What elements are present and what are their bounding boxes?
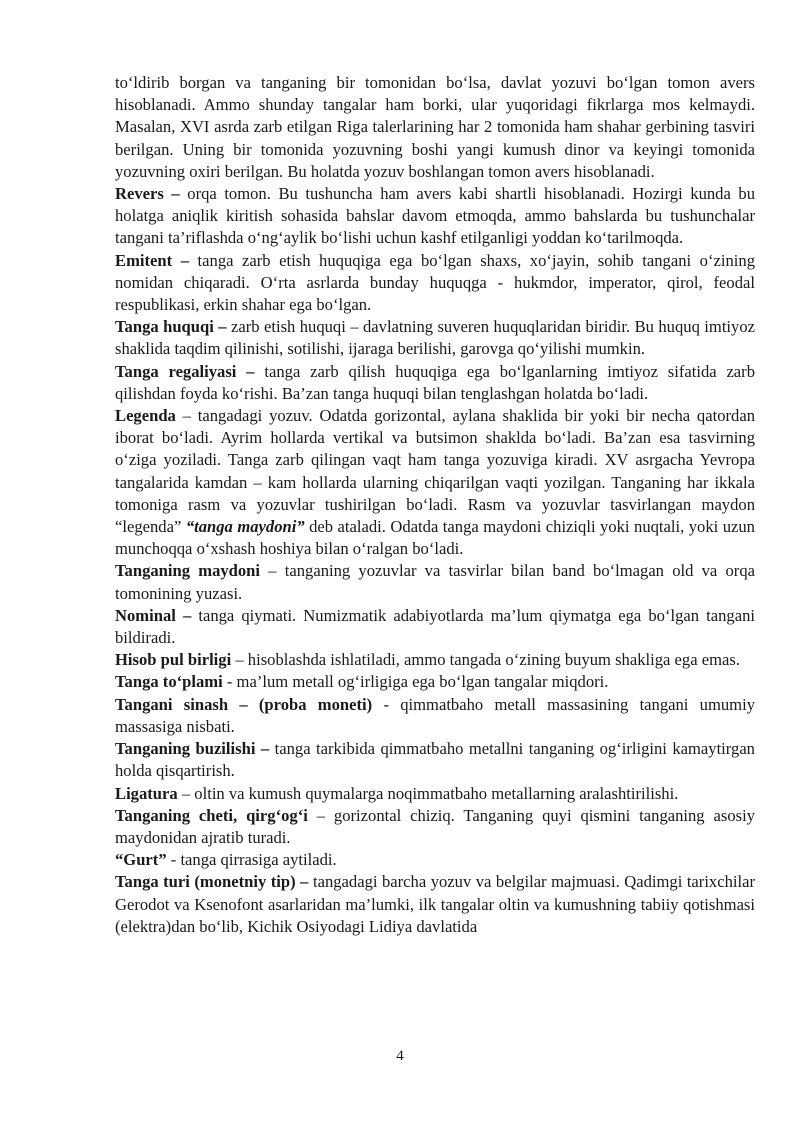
entry-ligatura	[115, 783, 755, 805]
term-nominal: Nominal –	[115, 605, 192, 625]
definition-tanganing-buzilishi: tanga tarkibida qimmatbaho metallni tanganing og‘irligini kamaytirgan holda qisqartirish.	[115, 739, 755, 781]
term-revers: Revers –	[115, 184, 180, 204]
entry-tanganing-buzilishi	[115, 738, 755, 782]
entry-revers	[115, 183, 755, 250]
definition-legenda-part2: deb ataladi. Odatda tanga maydoni chiziqli yoki nuqtali, yoki uzun munchoqqa o‘xshash hoshiya bilan o‘ralgan bo‘ladi.	[115, 517, 755, 559]
definition-hisob-pul-birligi: – hisoblashda ishlatiladi, ammo tangada o‘zining buyum shakliga ega emas.	[231, 650, 740, 670]
term-tanganing-cheti: Tanganing cheti, qirg‘og‘i	[115, 805, 308, 825]
entry-tanga-toplami	[115, 671, 755, 693]
intro-paragraph: to‘ldirib borgan va tanganing bir tomonidan bo‘lsa, davlat yozuvi bo‘lgan tomon avers hisoblanadi. Ammo shunday tangalar ham borki, ular yuqoridagi fikrlarga mos kelmaydi. Masalan, XVI asrda zarb etilgan Riga talerlarining har 2 tomonida ham shahar gerbining tasviri berilgan. Uning bir tomonida yozuvning boshi yangi kumush dinor va keyingi tomonida yozuvning oxiri berilgan. Bu holatda yozuv boshlangan tomon avers hisoblanadi.	[115, 73, 755, 181]
entry-tanga-huquqi	[115, 316, 755, 360]
document-body	[115, 72, 755, 938]
definition-tanga-regaliyasi: tanga zarb qilish huquqiga ega bo‘lganlarning imtiyoz sifatida zarb qilishdan foyda ko‘rishi. Ba’zan tanga huquqi bilan tenglashgan holatda bo‘ladi.	[115, 361, 755, 403]
definition-tanganing-maydoni: – tanganing yozuvlar va tasvirlar bilan band bo‘lmagan old va orqa tomonining yuzasi.	[115, 561, 755, 603]
definition-tanga-huquqi: zarb etish huquqi – davlatning suveren huquqlaridan biridir. Bu huquq imtiyoz shaklida taqdim qilinishi, sotilishi, ijaraga berilishi, garovga qo‘yilishi mumkin.	[115, 317, 755, 359]
definition-ligatura: – oltin va kumush quymalarga noqimmatbaho metallarning aralashtirilishi.	[177, 783, 679, 803]
entry-tanga-turi	[115, 871, 755, 938]
term-tanganing-buzilishi: Tanganing buzilishi –	[115, 739, 270, 759]
entry-nominal	[115, 605, 755, 649]
term-tanga-regaliyasi: Tanga regaliyasi –	[115, 361, 255, 381]
definition-tanga-turi: tangadagi barcha yozuv va belgilar majmuasi. Qadimgi tarixchilar Gerodot va Ksenofont asarlaridan ma’lumki, ilk tangalar oltin va kumushning tabiiy qotishmasi (elektra)dan bo‘lib, Kichik Osiyodagi Lidiya davlatida	[115, 872, 755, 936]
definition-tanganing-cheti: – gorizontal chiziq. Tanganing quyi qismini tanganing asosiy maydonidan ajratib turadi.	[115, 805, 755, 847]
term-tanga-toplami: Tanga to‘plami	[115, 672, 223, 692]
entry-tanga-regaliyasi	[115, 361, 755, 405]
page-number: 4	[396, 1048, 404, 1064]
entry-tangani-sinash	[115, 694, 755, 738]
term-hisob-pul-birligi: Hisob pul birligi	[115, 650, 232, 670]
definition-tangani-sinash: - qimmatbaho metall massasining tangani umumiy massasiga nisbati.	[115, 694, 755, 736]
definition-nominal: tanga qiymati. Numizmatik adabiyotlarda ma’lum qiymatga ega bo‘lgan tangani bildiradi.	[115, 605, 756, 648]
definition-revers: orqa tomon. Bu tushuncha ham avers kabi shartli hisoblanadi. Hozirgi kunda bu holatga aniqlik kiritish sohasida bahslar davom etmoqda, ammo bahslarda bu tushunchalar tangani ta’riflashda o‘ng‘aylik bo‘lishi uchun kashf etilganligi yoddan ko‘tarilmoqda.	[115, 184, 755, 248]
entry-tanganing-maydoni	[115, 560, 755, 604]
term-ligatura: Ligatura	[115, 783, 178, 803]
definition-emitent: tanga zarb etish huquqiga ega bo‘lgan shaxs, xo‘jayin, sohib tangani o‘zining nomidan chiqaradi. O‘rta asrlarda bunday huquqga - hukmdor, imperator, qirol, feodal respublikasi, erkin shahar ega bo‘lgan.	[115, 250, 755, 315]
definition-gurt: - tanga qirrasiga aytiladi.	[166, 850, 337, 870]
term-tanga-huquqi: Tanga huquqi –	[115, 317, 227, 337]
entry-emitent	[115, 250, 755, 317]
definition-legenda-part1: – tangadagi yozuv. Odatda gorizontal, aylana shaklida bir yoki bir necha qatordan iborat bo‘ladi. Ayrim hollarda vertikal va butsimon shaklda bo‘ladi. Ba’zan esa tasvirning o‘ziga yoziladi. Tanga zarb qilingan vaqt ham tanga yozuviga kiradi. XV asrgacha Yevropa tangalarida kamdan – kam hollarda ularning chiqarilgan vaqti yozilgan. Tanganing har ikkala tomoniga rasm va yozuvlar tushirilgan bo‘ladi. Rasm va yozuvlar tasvirlangan maydon “legenda”	[115, 406, 755, 537]
entry-gurt	[115, 849, 755, 871]
term-legenda: Legenda	[115, 406, 176, 426]
term-tanga-turi: Tanga turi (monetniy tip) –	[115, 872, 309, 892]
term-tanganing-maydoni: Tanganing maydoni	[115, 561, 261, 581]
entry-hisob-pul-birligi	[115, 649, 755, 671]
term-emitent: Emitent –	[115, 250, 189, 270]
emphasis-tanga-maydoni: “tanga maydoni”	[185, 517, 305, 537]
term-gurt: “Gurt”	[115, 850, 167, 870]
term-tangani-sinash: Tangani sinash – (proba moneti)	[115, 694, 373, 714]
entry-tanganing-cheti	[115, 805, 755, 849]
definition-tanga-toplami: - ma’lum metall og‘irligiga ega bo‘lgan tangalar miqdori.	[222, 672, 609, 692]
entry-legenda	[115, 405, 755, 560]
